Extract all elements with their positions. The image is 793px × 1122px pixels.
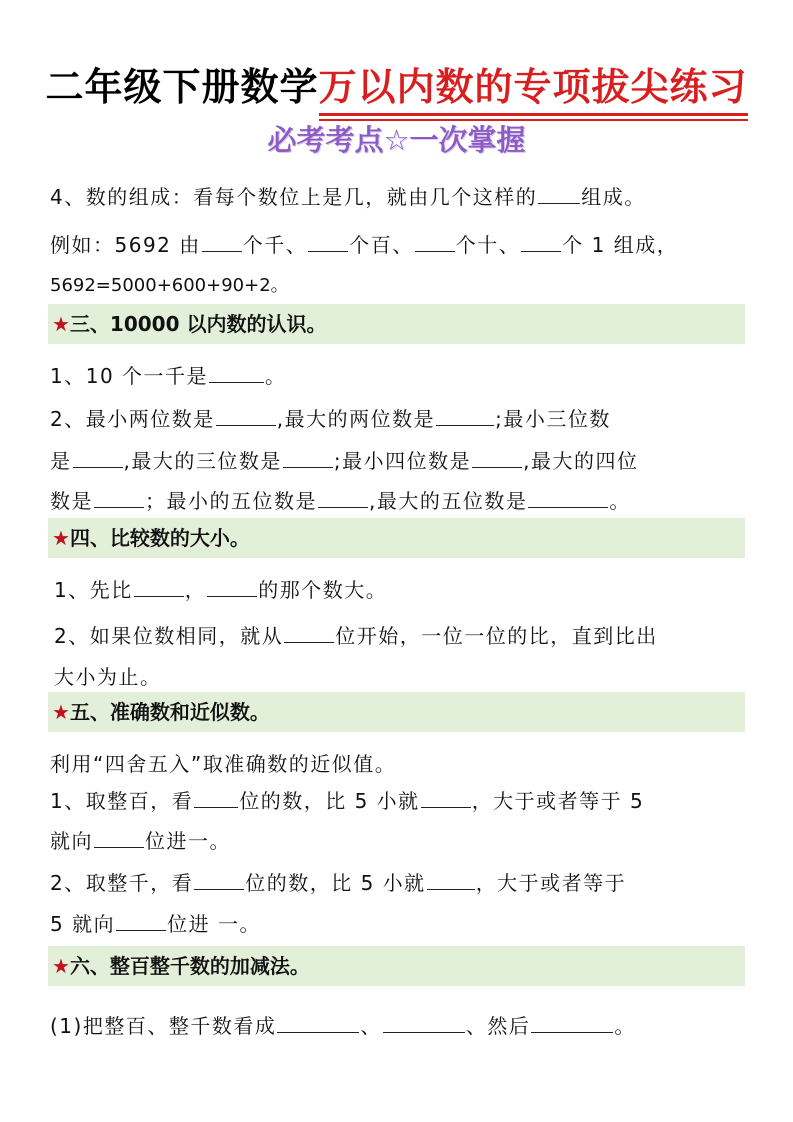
text: ,最大的三位数是 [123, 449, 282, 473]
text: 。 [609, 489, 631, 513]
section-title: 六、整百整千数的加减法。 [69, 954, 310, 978]
fill-blank[interactable] [521, 231, 561, 252]
text: 位的数，比 5 小就 [239, 789, 420, 813]
fill-blank[interactable] [415, 231, 455, 252]
s3-line-1 [50, 362, 287, 390]
s3-line-4 [50, 487, 631, 515]
s5-line-0: 利用“四舍五入”取准确数的近似值。 [50, 752, 397, 776]
section-title: 五、准确数和近似数。 [69, 700, 270, 724]
text: 数是 [50, 489, 93, 513]
fill-blank[interactable] [284, 622, 334, 643]
text: 2、取整千，看 [50, 871, 194, 895]
text: 5 就向 [50, 912, 116, 936]
page-subtitle: 必考考点☆一次掌握 [267, 123, 526, 157]
text: 。 [265, 364, 287, 388]
text: 的那个数大。 [258, 578, 388, 602]
fill-blank[interactable] [308, 231, 348, 252]
fill-blank[interactable] [216, 405, 276, 426]
text: ，大于或者等于 5 [471, 789, 645, 813]
text: 4、数的组成：看每个数位上是几，就由几个这样的 [50, 185, 538, 209]
s4-line-3: 大小为止。 [54, 665, 162, 689]
fill-blank[interactable] [421, 787, 471, 808]
intro-line-3: 5692=5000+600+90+2。 [50, 275, 289, 296]
section-header-3 [48, 304, 745, 344]
fill-blank[interactable] [209, 362, 264, 383]
fill-blank[interactable] [94, 827, 144, 848]
text: 位的数，比 5 小就 [245, 871, 426, 895]
text: ,最大的四位 [523, 449, 639, 473]
section-header-5 [48, 692, 745, 732]
text: 就向 [50, 829, 93, 853]
text: ；最小的五位数是 [145, 489, 317, 513]
text: 个十、 [455, 233, 521, 257]
title-highlight: 万以内数的专项拔尖练习 [319, 56, 748, 116]
section-header-4 [48, 518, 745, 558]
text: 1、取整百，看 [50, 789, 194, 813]
s5-line-4 [50, 910, 261, 938]
s3-line-2 [50, 405, 611, 433]
text: 例如：5692 由 [50, 233, 201, 257]
fill-blank[interactable] [283, 447, 333, 468]
section-title: 三、10000 以内数的认识。 [69, 312, 327, 336]
intro-line-1 [50, 183, 646, 211]
text: 个百、 [349, 233, 414, 257]
fill-blank[interactable] [194, 869, 244, 890]
text: ;最小四位数是 [333, 449, 472, 473]
fill-blank[interactable] [383, 1012, 465, 1033]
fill-blank[interactable] [202, 231, 242, 252]
star-icon: ★ [52, 954, 70, 978]
fill-blank[interactable] [94, 487, 144, 508]
fill-blank[interactable] [73, 447, 123, 468]
text: ,最大的两位数是 [276, 407, 436, 431]
fill-blank[interactable] [528, 487, 608, 508]
text: 是 [50, 449, 72, 473]
intro-line-2 [50, 231, 678, 259]
fill-blank[interactable] [207, 576, 257, 597]
fill-blank[interactable] [538, 183, 580, 204]
s6-line-1 [50, 1012, 636, 1040]
text: 2、最小两位数是 [50, 407, 215, 431]
fill-blank[interactable] [472, 447, 522, 468]
fill-blank[interactable] [134, 576, 184, 597]
section-title: 四、比较数的大小。 [69, 526, 250, 550]
text: 位进一。 [145, 829, 231, 853]
text: ;最小三位数 [495, 407, 611, 431]
s3-line-3 [50, 447, 638, 475]
s5-line-1 [50, 787, 644, 815]
text: (1)把整百、整千数看成 [50, 1014, 277, 1038]
page-title [0, 56, 793, 116]
fill-blank[interactable] [436, 405, 494, 426]
s5-line-3 [50, 869, 626, 897]
text: 、然后 [465, 1014, 531, 1038]
s4-line-2 [54, 622, 658, 650]
star-icon: ★ [52, 312, 70, 336]
text: 。 [614, 1014, 636, 1038]
fill-blank[interactable] [531, 1012, 613, 1033]
fill-blank[interactable] [277, 1012, 359, 1033]
fill-blank[interactable] [194, 787, 238, 808]
s5-line-2 [50, 827, 231, 855]
text: 组成。 [581, 185, 646, 209]
text: 1、10 个一千是 [50, 364, 209, 388]
text: ， [184, 578, 207, 602]
text: 、 [360, 1014, 382, 1038]
title-main: 二年级下册数学 [45, 65, 319, 109]
fill-blank[interactable] [427, 869, 475, 890]
star-icon: ★ [52, 526, 70, 550]
text: ,最大的五位数是 [369, 489, 528, 513]
text: ，大于或者等于 [475, 871, 627, 895]
text: 个千、 [242, 233, 308, 257]
section-header-6 [48, 946, 745, 986]
text: 1、先比 [54, 578, 133, 602]
text: 位进 一。 [167, 912, 261, 936]
fill-blank[interactable] [116, 910, 166, 931]
s4-line-1 [54, 576, 387, 604]
text: 个 1 组成， [562, 233, 679, 257]
fill-blank[interactable] [318, 487, 368, 508]
star-icon: ★ [52, 700, 70, 724]
text: 2、如果位数相同，就从 [54, 624, 284, 648]
text: 位开始，一位一位的比，直到比出 [335, 624, 658, 648]
